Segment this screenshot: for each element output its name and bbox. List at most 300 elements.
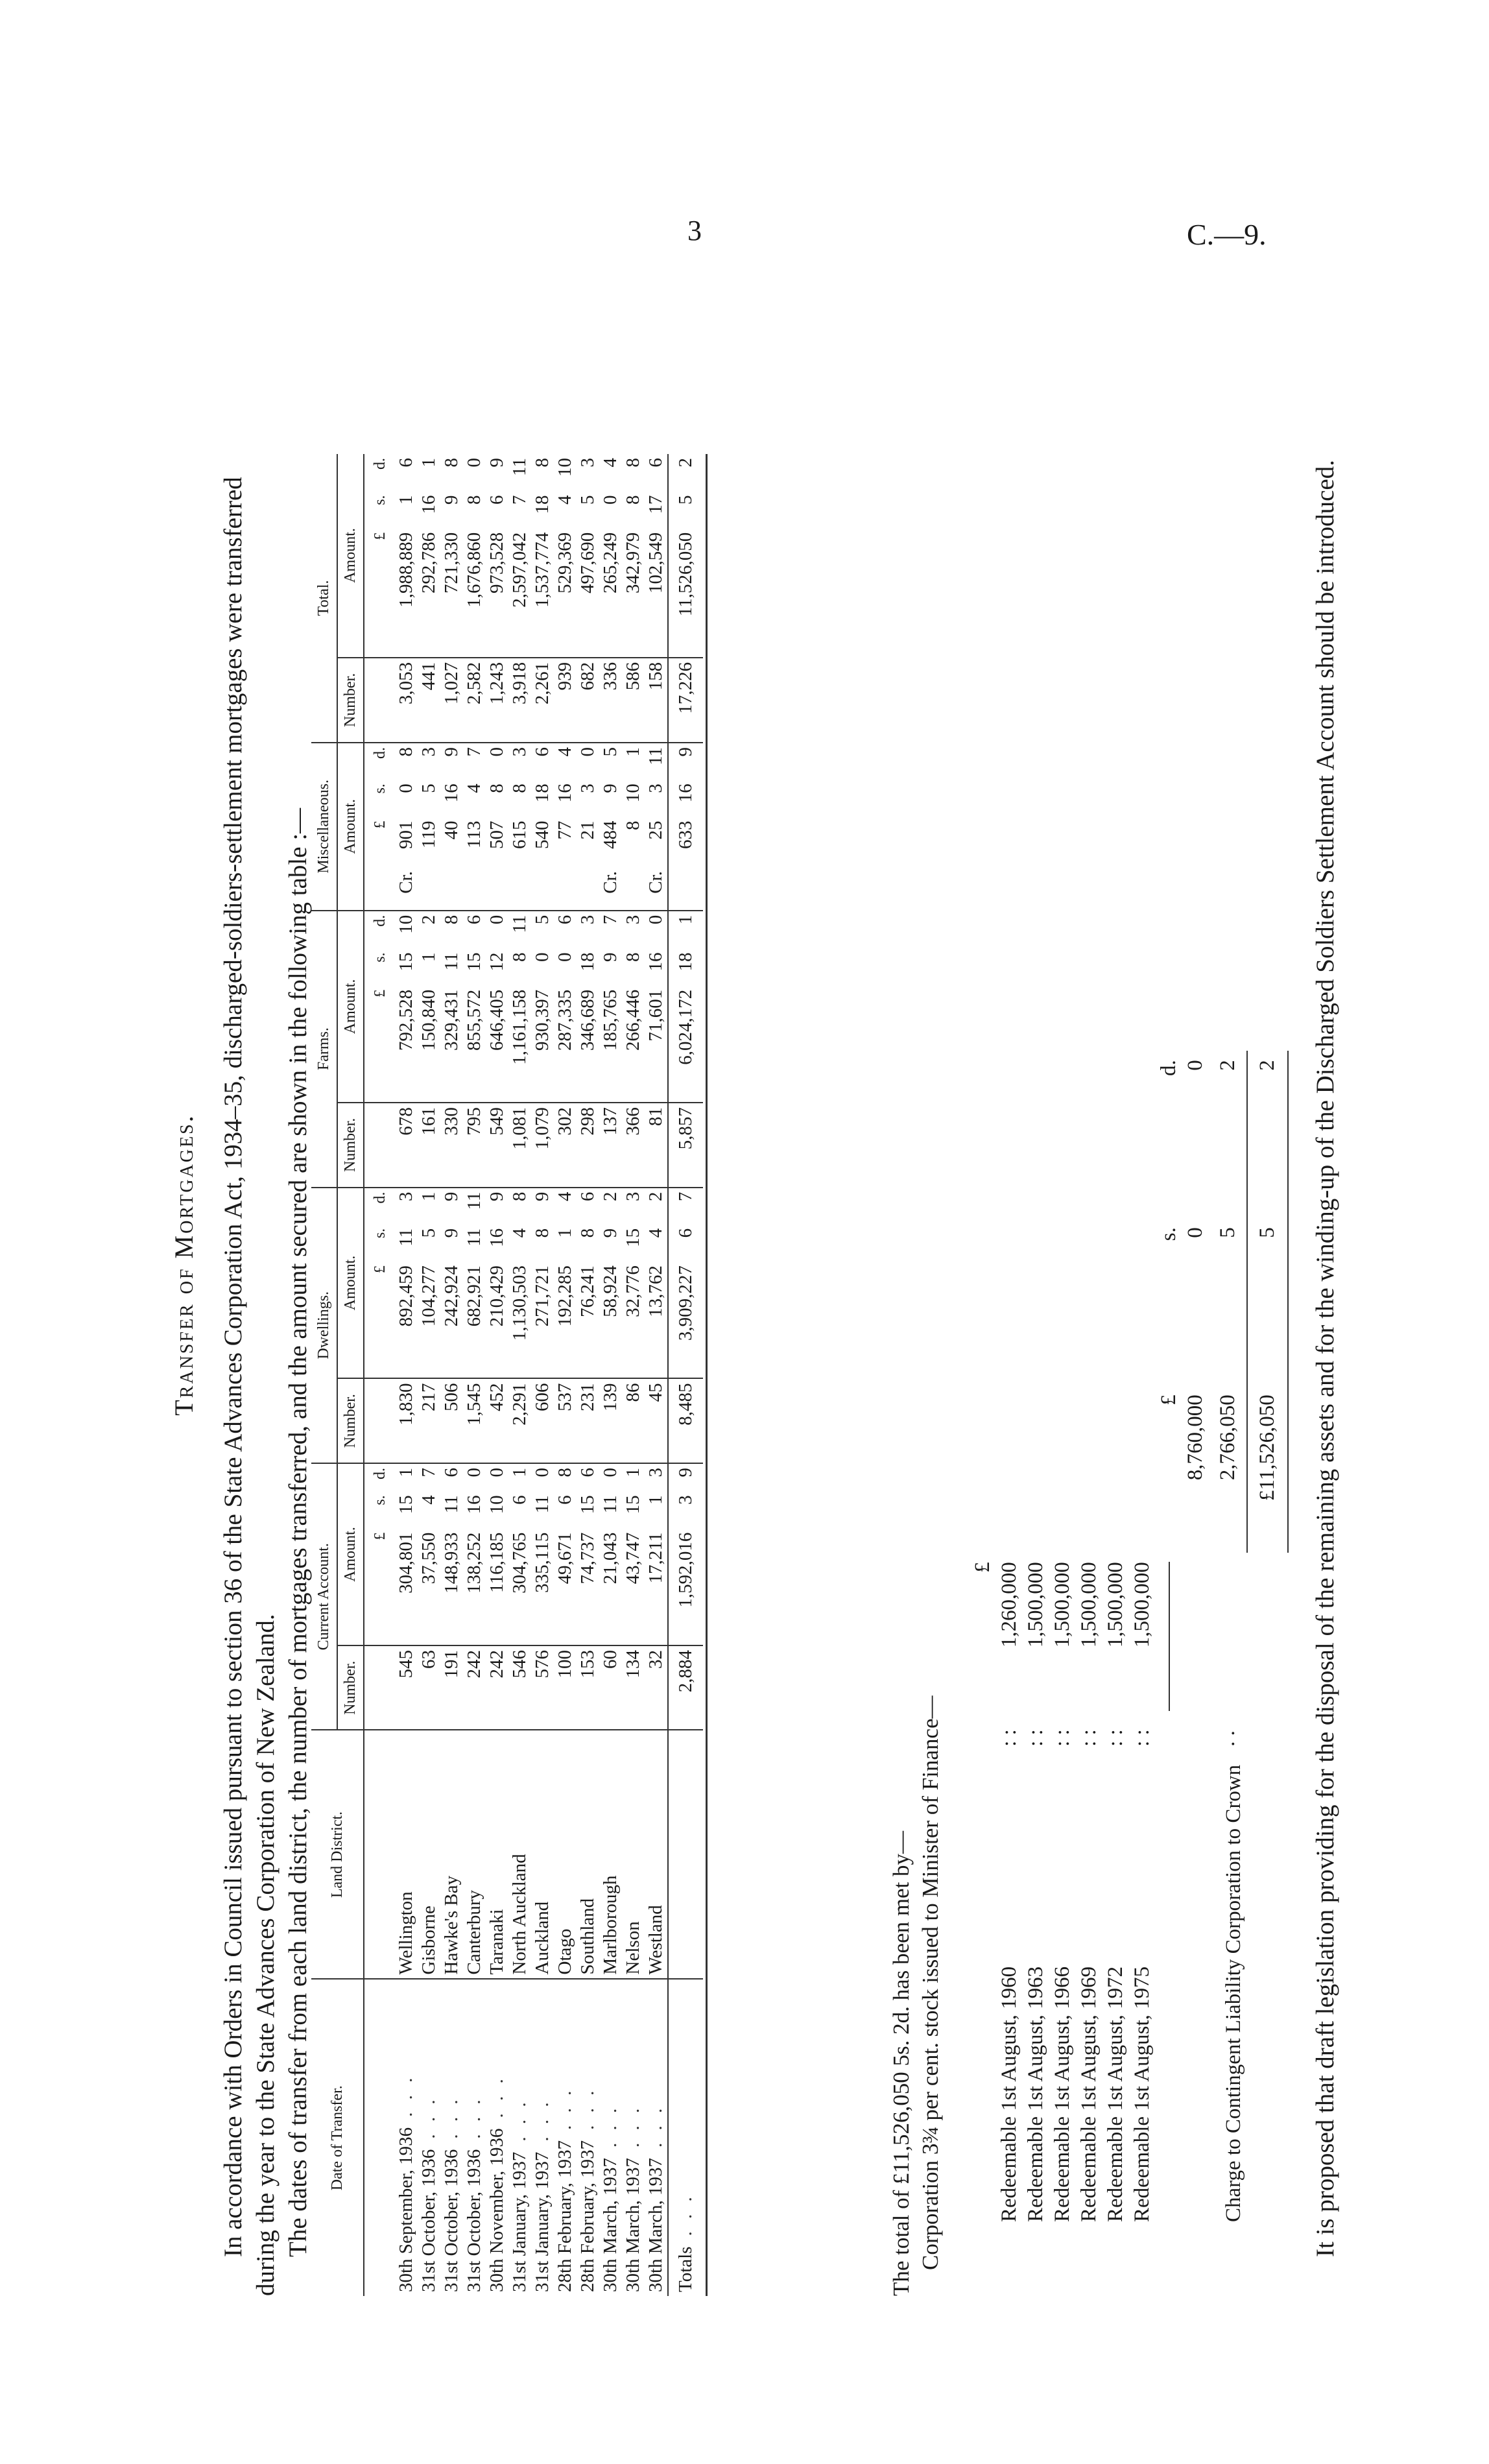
mi-shillings: 8: [509, 783, 530, 793]
dw-shillings: 9: [441, 1228, 462, 1238]
leader-dots: . . .: [600, 2104, 621, 2147]
district-cell: [531, 1730, 554, 1979]
fa-number: 549: [486, 1103, 508, 1187]
to-pounds: 1,537,774: [532, 532, 553, 608]
cur-shillings: 6: [554, 1495, 575, 1505]
unit-pence: d.: [364, 911, 392, 949]
fa-number: 298: [577, 1103, 599, 1187]
to-shillings: 6: [486, 495, 507, 505]
to-pounds: 265,249: [600, 532, 621, 593]
district-text: Nelson: [623, 1921, 643, 1975]
blank: [1102, 1218, 1129, 1385]
to-shillings: 0: [600, 495, 621, 505]
leader-dots: : :: [1077, 1729, 1101, 1747]
fa-pounds: 185,765: [600, 989, 621, 1051]
mi-pence: 8: [392, 743, 418, 780]
unit-pence: d.: [364, 1463, 392, 1491]
dw-total-shillings: 6: [668, 1225, 703, 1262]
sum-shillings-header: s.: [1157, 1227, 1180, 1241]
date-text: 28th February, 1937: [554, 2140, 575, 2292]
redemption-row: [996, 1051, 1023, 2231]
blank: [1209, 1553, 1247, 1720]
mortgage-transfer-table: [311, 454, 708, 2296]
cur-shillings: 15: [396, 1495, 416, 1514]
district-cell: [418, 1730, 440, 1979]
to-number: 1,243: [486, 658, 508, 743]
blank: [1049, 1385, 1076, 1553]
cur-pence: 8: [554, 1463, 577, 1491]
cur-pounds: 304,801: [396, 1532, 416, 1594]
date-cell: [554, 1979, 577, 2296]
cur-pounds: 21,043: [600, 1532, 621, 1585]
unit-shillings: s.: [372, 783, 388, 794]
to-number: 336: [599, 658, 622, 743]
blank: [1076, 1218, 1102, 1385]
district-cell: [599, 1730, 622, 1979]
mi-shillings: 0: [396, 783, 416, 793]
dw-total-number: 8,485: [668, 1379, 703, 1463]
to-shillings: 9: [441, 495, 462, 505]
to-pounds: 721,330: [441, 532, 462, 593]
to-pounds: 102,549: [645, 532, 666, 593]
dw-number: 452: [486, 1379, 508, 1463]
mi-shillings: 10: [623, 783, 643, 803]
to-pence: 9: [486, 458, 507, 468]
date-cell: [486, 1979, 508, 2296]
fa-number: 330: [440, 1103, 463, 1187]
fa-number: 161: [418, 1103, 440, 1187]
date-cell: [599, 1979, 622, 2296]
mi-pence: 7: [463, 743, 486, 780]
header-dwellings: Dwellings.: [311, 1188, 337, 1463]
cur-number: 100: [554, 1645, 577, 1730]
table-row: [554, 454, 577, 2296]
fa-shillings: 8: [509, 952, 530, 962]
dw-shillings: 4: [645, 1228, 666, 1238]
to-total-pence: 2: [668, 454, 703, 491]
table-row: [508, 454, 531, 2296]
cur-number: 191: [440, 1645, 463, 1730]
mi-shillings: 16: [554, 783, 575, 803]
blank: [996, 1385, 1023, 1553]
blank: [1049, 1218, 1076, 1385]
district-text: Gisborne: [418, 1906, 439, 1975]
cur-pounds: 138,252: [464, 1532, 484, 1594]
to-pence: 1: [418, 458, 439, 468]
dw-pence: 2: [645, 1188, 668, 1225]
cur-pounds: 43,747: [623, 1532, 643, 1585]
misc-credit-marker: Cr.: [600, 871, 621, 894]
dw-pence: 9: [440, 1188, 463, 1225]
dw-number: 231: [577, 1379, 599, 1463]
unit-pound: £: [372, 1532, 388, 1540]
fa-pounds: 792,528: [396, 989, 416, 1051]
dw-pounds: 104,277: [418, 1265, 439, 1327]
dw-shillings: 8: [532, 1228, 553, 1238]
cur-pounds: 17,211: [645, 1532, 666, 1584]
stock-total-pence: 0: [1184, 1060, 1207, 1071]
blank: [996, 1051, 1023, 1218]
unit-pound: £: [372, 532, 388, 540]
table-bottom-rule: [703, 454, 707, 2296]
to-pounds: 342,979: [623, 532, 643, 593]
mi-pence: 11: [645, 743, 668, 780]
district-cell: [440, 1730, 463, 1979]
fa-pounds: 71,601: [645, 989, 666, 1042]
leader-dots: : :: [1024, 1729, 1047, 1747]
district-text: Canterbury: [464, 1890, 484, 1975]
date-text: 30th November, 1936: [486, 2128, 507, 2292]
mi-pence: 4: [554, 743, 577, 780]
to-number: 2,582: [463, 658, 486, 743]
redemption-amount: 1,500,000: [1024, 1562, 1047, 1648]
to-pence: 8: [441, 458, 462, 468]
dw-shillings: 11: [464, 1228, 484, 1247]
subheader-number: Number.: [337, 658, 364, 743]
blank: [1023, 1385, 1049, 1553]
mi-shillings: 5: [418, 783, 439, 793]
dw-shillings: 5: [418, 1228, 439, 1238]
dw-pounds: 1,130,503: [509, 1265, 530, 1341]
blank: [1076, 1051, 1102, 1218]
mi-pounds: 40: [441, 820, 462, 840]
date-cell: [418, 1979, 440, 2296]
dw-number: 537: [554, 1379, 577, 1463]
fa-pence: 8: [440, 911, 463, 949]
to-pence: 0: [464, 458, 484, 468]
fa-pounds: 855,572: [464, 989, 484, 1051]
dw-pounds: 210,429: [486, 1265, 507, 1327]
leader-dots: . . .: [623, 2104, 643, 2147]
to-number: 939: [554, 658, 577, 743]
dw-number: 606: [531, 1379, 554, 1463]
date-cell: [531, 1979, 554, 2296]
to-number: 2,261: [531, 658, 554, 743]
cur-pence: 0: [531, 1463, 554, 1491]
redemption-table: [970, 1051, 1289, 2231]
to-pence: 8: [532, 458, 553, 468]
dw-number: 86: [622, 1379, 645, 1463]
to-pence: 6: [396, 458, 416, 468]
mi-pounds: 8: [623, 820, 643, 830]
unit-pence: d.: [364, 1188, 392, 1225]
leader-dots: . . .: [532, 2098, 553, 2142]
cur-number: 242: [486, 1645, 508, 1730]
to-shillings: 16: [418, 495, 439, 514]
mi-pence: 3: [508, 743, 531, 780]
cur-number: 242: [463, 1645, 486, 1730]
dw-pounds: 242,924: [441, 1265, 462, 1327]
cur-pence: 0: [486, 1463, 508, 1491]
misc-credit-marker: [486, 867, 508, 911]
district-text: Auckland: [532, 1901, 553, 1975]
dw-pounds: 192,285: [554, 1265, 575, 1327]
unit-pence: d.: [364, 743, 392, 780]
section-title: Transfer of Mortgages.: [169, 1114, 198, 1416]
to-shillings: 17: [645, 495, 666, 514]
blank: [1247, 1756, 1288, 2231]
unit-pound: £: [372, 820, 388, 829]
header-total: Total.: [311, 454, 337, 743]
dw-pence: 6: [577, 1188, 599, 1225]
table-row: [392, 454, 418, 2296]
mi-pounds: 507: [486, 820, 507, 849]
cur-pounds: 74,737: [577, 1532, 598, 1585]
intro-paragraph: In accordance with Orders in Council issued pursuant to section 36 of the State Advances Corporation Act, 1934–35, discharged-soldiers-settlement mortgages were transferred during the year to the State Advances Corporation of New Zealand.: [219, 477, 280, 2296]
units-row: [364, 454, 392, 2296]
date-text: 30th March, 1937: [600, 2158, 621, 2292]
cur-total-pence: 9: [668, 1463, 703, 1491]
to-pence: 6: [645, 458, 666, 468]
mi-pence: 5: [599, 743, 622, 780]
redemption-pound-header: £: [971, 1562, 994, 1573]
unit-shillings: s.: [372, 952, 388, 963]
fa-pounds: 646,405: [486, 989, 507, 1051]
fa-shillings: 11: [441, 952, 462, 971]
to-number: 158: [645, 658, 668, 743]
fa-number: 137: [599, 1103, 622, 1187]
district-text: Westland: [645, 1905, 666, 1975]
table-row: [577, 454, 599, 2296]
mi-pence: 1: [622, 743, 645, 780]
to-pounds: 973,528: [486, 532, 507, 593]
blank: [1182, 1756, 1209, 2231]
dw-shillings: 4: [509, 1228, 530, 1238]
fa-number: 366: [622, 1103, 645, 1187]
cur-number: 32: [645, 1645, 668, 1730]
cur-total-shillings: 3: [668, 1491, 703, 1528]
header-current-account: Current Account.: [311, 1463, 337, 1730]
contingent-shillings: 5: [1215, 1227, 1239, 1238]
stock-total-row: [1182, 1051, 1209, 2231]
dw-number: 45: [645, 1379, 668, 1463]
dw-pence: 3: [622, 1188, 645, 1225]
cur-pounds: 37,550: [418, 1532, 439, 1585]
grand-total-d: 2: [1247, 1051, 1288, 1218]
district-cell: [577, 1730, 599, 1979]
date-text: 30th March, 1937: [623, 2158, 643, 2292]
district-cell: [392, 1730, 418, 1979]
cur-pence: 3: [645, 1463, 668, 1491]
mi-total-pence: 9: [668, 743, 703, 780]
cur-shillings: 10: [486, 1495, 507, 1514]
mi-shillings: 3: [645, 783, 666, 793]
district-cell: [508, 1730, 531, 1979]
dw-shillings: 16: [486, 1228, 507, 1247]
to-pence: 11: [509, 458, 530, 476]
fa-pence: 6: [554, 911, 577, 949]
redemption-amount: 1,500,000: [1130, 1562, 1154, 1648]
cur-number: 60: [599, 1645, 622, 1730]
unit-pound: £: [372, 989, 388, 998]
fa-pence: 3: [577, 911, 599, 949]
mi-pounds: 77: [554, 820, 575, 840]
fa-pence: 10: [392, 911, 418, 949]
fa-pounds: 346,689: [577, 989, 598, 1051]
mi-pounds: 901: [396, 820, 416, 849]
fa-number: 81: [645, 1103, 668, 1187]
dates-paragraph: The dates of transfer from each land district, the number of mortgages transferred, and the amount secured are shown in the following table :—: [284, 807, 312, 2257]
dw-pence: 2: [599, 1188, 622, 1225]
fa-pounds: 930,397: [532, 989, 553, 1051]
mi-shillings: 3: [577, 783, 598, 793]
fa-shillings: 18: [577, 952, 598, 972]
to-pounds: 292,786: [418, 532, 439, 593]
mi-shillings: 4: [464, 783, 484, 793]
page-number: 3: [687, 215, 702, 246]
dw-pence: 11: [463, 1188, 486, 1225]
to-number: 441: [418, 658, 440, 743]
redemption-label: Redeemable 1st August, 1969: [1077, 1966, 1101, 2222]
date-text: 31st October, 1936: [418, 2149, 439, 2292]
blank: [1049, 1051, 1076, 1218]
to-shillings: 8: [623, 495, 643, 505]
misc-credit-marker: [554, 867, 577, 911]
blank: [1156, 1720, 1182, 1756]
table-row: [440, 454, 463, 2296]
to-pounds: 497,690: [577, 532, 598, 593]
cur-pounds: 116,185: [486, 1532, 507, 1593]
closing-paragraph: It is proposed that draft legislation providing for the disposal of the remaining assets and for the winding-up of the Discharged Soldiers Settlement Account should be introduced.: [1311, 460, 1339, 2257]
blank: [1129, 1218, 1156, 1385]
stock-total-shillings: 0: [1184, 1227, 1207, 1238]
dw-pounds: 271,721: [532, 1265, 553, 1327]
sum-pound-header: £: [1157, 1394, 1180, 1405]
blank: [1156, 1756, 1182, 2231]
leader-dots: . .: [1216, 1730, 1239, 1747]
cur-number: 546: [508, 1645, 531, 1730]
fa-number: 1,079: [531, 1103, 554, 1187]
mi-pounds: 25: [645, 820, 666, 840]
date-cell: [392, 1979, 418, 2296]
fa-pounds: 329,431: [441, 989, 462, 1051]
fa-number: 1,081: [508, 1103, 531, 1187]
subheader-number: Number.: [337, 1103, 364, 1187]
totals-row: [668, 454, 703, 2296]
table-row: [622, 454, 645, 2296]
blank: [1247, 1553, 1288, 1720]
dw-number: 139: [599, 1379, 622, 1463]
cur-shillings: 1: [645, 1495, 666, 1505]
leader-dots: . . .: [486, 2075, 507, 2118]
fa-shillings: 12: [486, 952, 507, 972]
dw-pence: 9: [531, 1188, 554, 1225]
mi-pence: 0: [486, 743, 508, 780]
misc-credit-marker: [531, 867, 554, 911]
dw-pence: 8: [508, 1188, 531, 1225]
blank: [1182, 1720, 1209, 1756]
district-text: North Auckland: [509, 1854, 530, 1975]
mi-pounds: 113: [464, 820, 484, 848]
finance-intro: The total of £11,526,050 5s. 2d. has been met by—: [888, 1830, 914, 2296]
leader-dots: . . .: [577, 2087, 598, 2130]
cur-pence: 1: [508, 1463, 531, 1491]
dw-pounds: 682,921: [464, 1265, 484, 1327]
to-total-shillings: 5: [668, 491, 703, 528]
dw-total-pence: 7: [668, 1188, 703, 1225]
dw-shillings: 8: [577, 1228, 598, 1238]
cur-shillings: 16: [464, 1495, 484, 1514]
header-miscellaneous: Miscellaneous.: [311, 743, 337, 911]
cur-number: 63: [418, 1645, 440, 1730]
dw-pounds: 13,762: [645, 1265, 666, 1317]
date-text: 31st January, 1937: [509, 2151, 530, 2292]
date-text: 31st January, 1937: [532, 2151, 553, 2292]
to-shillings: 4: [554, 495, 575, 505]
mi-pence: 9: [440, 743, 463, 780]
document-code: C.—9.: [1187, 218, 1267, 251]
blank: [1076, 1385, 1102, 1553]
leader-dots: : :: [1051, 1729, 1074, 1747]
blank: [1247, 1720, 1288, 1756]
district-cell: [463, 1730, 486, 1979]
unit-shillings: s.: [372, 495, 388, 505]
cur-number: 153: [577, 1645, 599, 1730]
district-cell: [554, 1730, 577, 1979]
fa-pence: 0: [645, 911, 668, 949]
redemption-row: [1076, 1051, 1102, 2231]
cur-pence: 7: [418, 1463, 440, 1491]
leader-dots: . . .: [554, 2087, 575, 2130]
grand-total-amount: £11,526,050: [1247, 1385, 1288, 1553]
misc-credit-marker: [463, 867, 486, 911]
cur-total-number: 2,884: [668, 1645, 703, 1730]
contingent-pence: 2: [1215, 1060, 1239, 1071]
blank: [1129, 1051, 1156, 1218]
grand-total-s: 5: [1247, 1218, 1288, 1385]
fa-pence: 3: [622, 911, 645, 949]
totals-label: [668, 1979, 703, 2296]
leader-dots: : :: [1130, 1729, 1154, 1747]
subheader-amount: Amount.: [337, 1463, 364, 1645]
date-text: 30th September, 1936: [396, 2127, 416, 2292]
to-number: 682: [577, 658, 599, 743]
fa-total-number: 5,857: [668, 1103, 703, 1187]
header-district: Land District.: [311, 1730, 364, 1979]
dw-pence: 3: [392, 1188, 418, 1225]
to-pence: 4: [600, 458, 621, 468]
dw-number: 506: [440, 1379, 463, 1463]
mi-pence: 3: [418, 743, 440, 780]
dw-pence: 9: [486, 1188, 508, 1225]
cur-shillings: 15: [577, 1495, 598, 1514]
cur-pounds: 335,115: [532, 1532, 553, 1593]
fa-number: 302: [554, 1103, 577, 1187]
dw-pence: 1: [418, 1188, 440, 1225]
dw-shillings: 1: [554, 1228, 575, 1238]
to-shillings: 18: [532, 495, 553, 514]
fa-total-pence: 1: [668, 911, 703, 949]
rule-line: [1169, 1562, 1170, 1711]
fa-pence: 5: [531, 911, 554, 949]
redemption-label: Redeemable 1st August, 1972: [1104, 1966, 1127, 2222]
cur-pence: 0: [463, 1463, 486, 1491]
contingent-row: [1209, 1051, 1247, 2231]
stock-total-amount: 8,760,000: [1184, 1394, 1207, 1481]
fa-pounds: 150,840: [418, 989, 439, 1051]
fa-pounds: 266,446: [623, 989, 643, 1051]
cur-shillings: 4: [418, 1495, 439, 1505]
to-number: 3,918: [508, 658, 531, 743]
header-date: Date of Transfer.: [311, 1979, 364, 2296]
redemption-rule: [1156, 1553, 1182, 1720]
blank: [1023, 1218, 1049, 1385]
mi-pounds: 615: [509, 820, 530, 849]
redemption-row: [1129, 1051, 1156, 2231]
mi-pence: 0: [577, 743, 599, 780]
contingent-label: Charge to Contingent Liability Corporation to Crown: [1222, 1764, 1245, 2222]
sum-header-row: [1156, 1051, 1182, 2231]
